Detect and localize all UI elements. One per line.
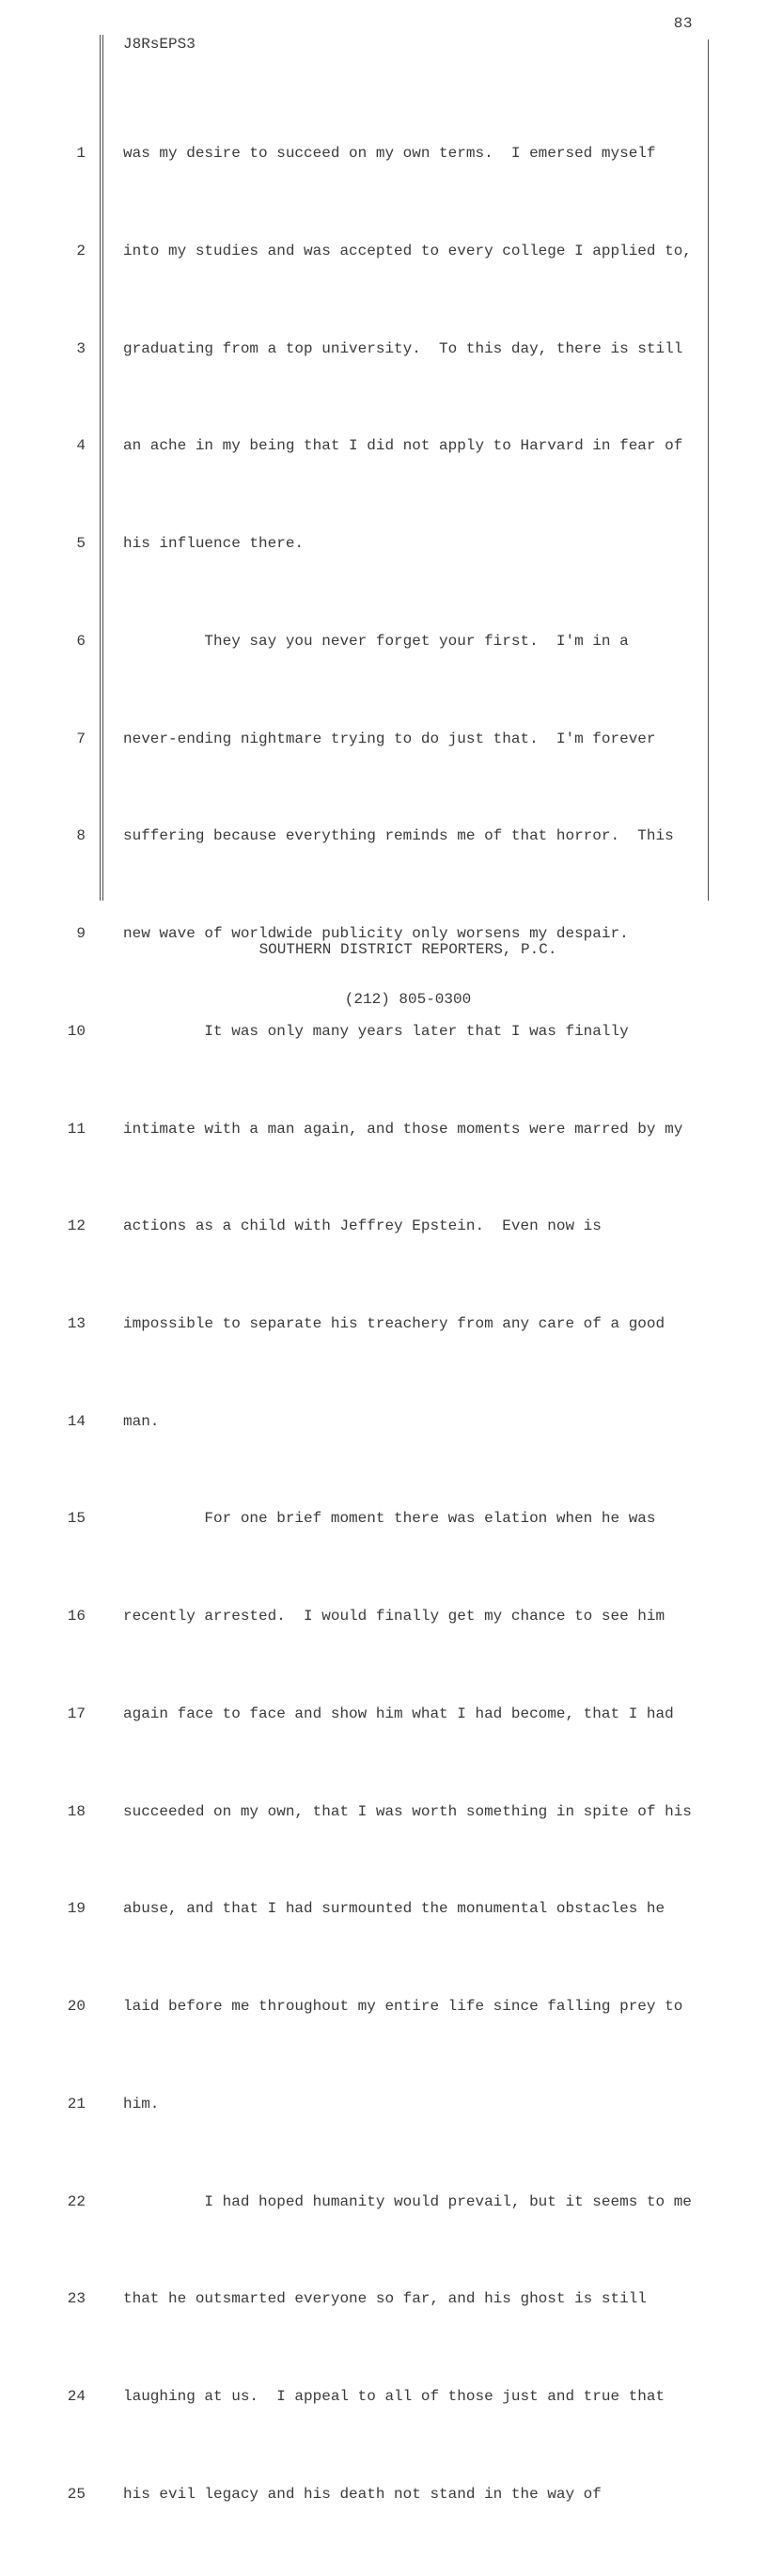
line-number: 8 [76,827,86,845]
transcript-line: laughing at us. I appeal to all of those just and true that [123,2388,665,2406]
transcript-line: impossible to separate his treachery from any care of a good [123,1314,665,1332]
line-number: 17 [67,1704,86,1722]
transcript-line: man. [123,1412,160,1430]
line-number: 16 [67,1608,86,1626]
line-number: 18 [67,1802,86,1820]
line-number: 23 [67,2290,86,2308]
reporter-phone: (212) 805-0300 [344,990,472,1008]
transcript-line: They say you never forget your first. I'm in a [123,632,629,650]
transcript-line: suffering because everything reminds me of that horror. This [123,827,674,845]
line-number: 5 [76,535,86,553]
transcript-line: laid before me throughout my entire life since falling prey to [123,1998,683,2016]
line-number: 9 [76,925,86,943]
line-number: 10 [67,1022,86,1040]
line-number: 6 [76,632,86,650]
line-number: 4 [76,437,86,455]
transcript-line: his influence there. [123,535,305,553]
reporter-name: SOUTHERN DISTRICT REPORTERS, P.C. [258,941,557,958]
transcript-line: succeeded on my own, that I was worth something in spite of his [123,1802,692,1820]
line-number: 14 [67,1412,86,1430]
transcript-line: For one brief moment there was elation when he was [123,1510,656,1528]
line-number: 12 [67,1217,86,1235]
transcript-line: recently arrested. I would finally get my chance to see him [123,1608,665,1626]
line-number: 20 [67,1998,86,2016]
transcript-line: that he outsmarted everyone so far, and his ghost is still [123,2290,647,2308]
line-number: 21 [67,2095,86,2113]
transcript-header-code: J8RsEPS3 [123,36,196,53]
reporter-footer [123,909,693,1041]
line-number: 22 [67,2192,86,2210]
transcript-line: never-ending nightmare trying to do just that. I'm forever [123,730,656,747]
transcript-line: intimate with a man again, and those moments were marred by my [123,1120,683,1138]
transcript-line: actions as a child with Jeffrey Epstein. Even now is [123,1217,602,1235]
transcript-line: again face to face and show him what I had become, that I had [123,1704,674,1722]
line-number: 2 [76,242,86,259]
transcript-line: It was only many years later that I was finally [123,1022,629,1040]
transcript-line: an ache in my being that I did not apply to Harvard in fear of [123,437,683,455]
page-number: 83 [673,15,693,32]
line-number: 1 [76,145,86,163]
transcript-line: new wave of worldwide publicity only worsens my despair. [123,925,629,943]
transcript-line: his evil legacy and his death not stand in the way of [123,2485,602,2503]
left-double-rule [100,35,103,901]
transcript-line: abuse, and that I had surmounted the monumental obstacles he [123,1900,665,1918]
line-number: 13 [67,1314,86,1332]
line-number: 25 [67,2485,86,2503]
transcript-line: was my desire to succeed on my own terms. I emersed myself [123,145,656,163]
line-number: 3 [76,339,86,357]
line-number: 11 [67,1120,86,1138]
transcript-line: I had hoped humanity would prevail, but it seems to me [123,2192,692,2210]
line-number: 15 [67,1510,86,1528]
transcript-line: him. [123,2095,160,2113]
transcript-line: into my studies and was accepted to every college I applied to, [123,242,692,259]
line-number-column [38,72,86,2576]
transcript-body [123,72,711,2576]
line-number: 7 [76,730,86,747]
line-number: 19 [67,1900,86,1918]
line-number: 24 [67,2388,86,2406]
transcript-line: graduating from a top university. To this day, there is still [123,339,683,357]
